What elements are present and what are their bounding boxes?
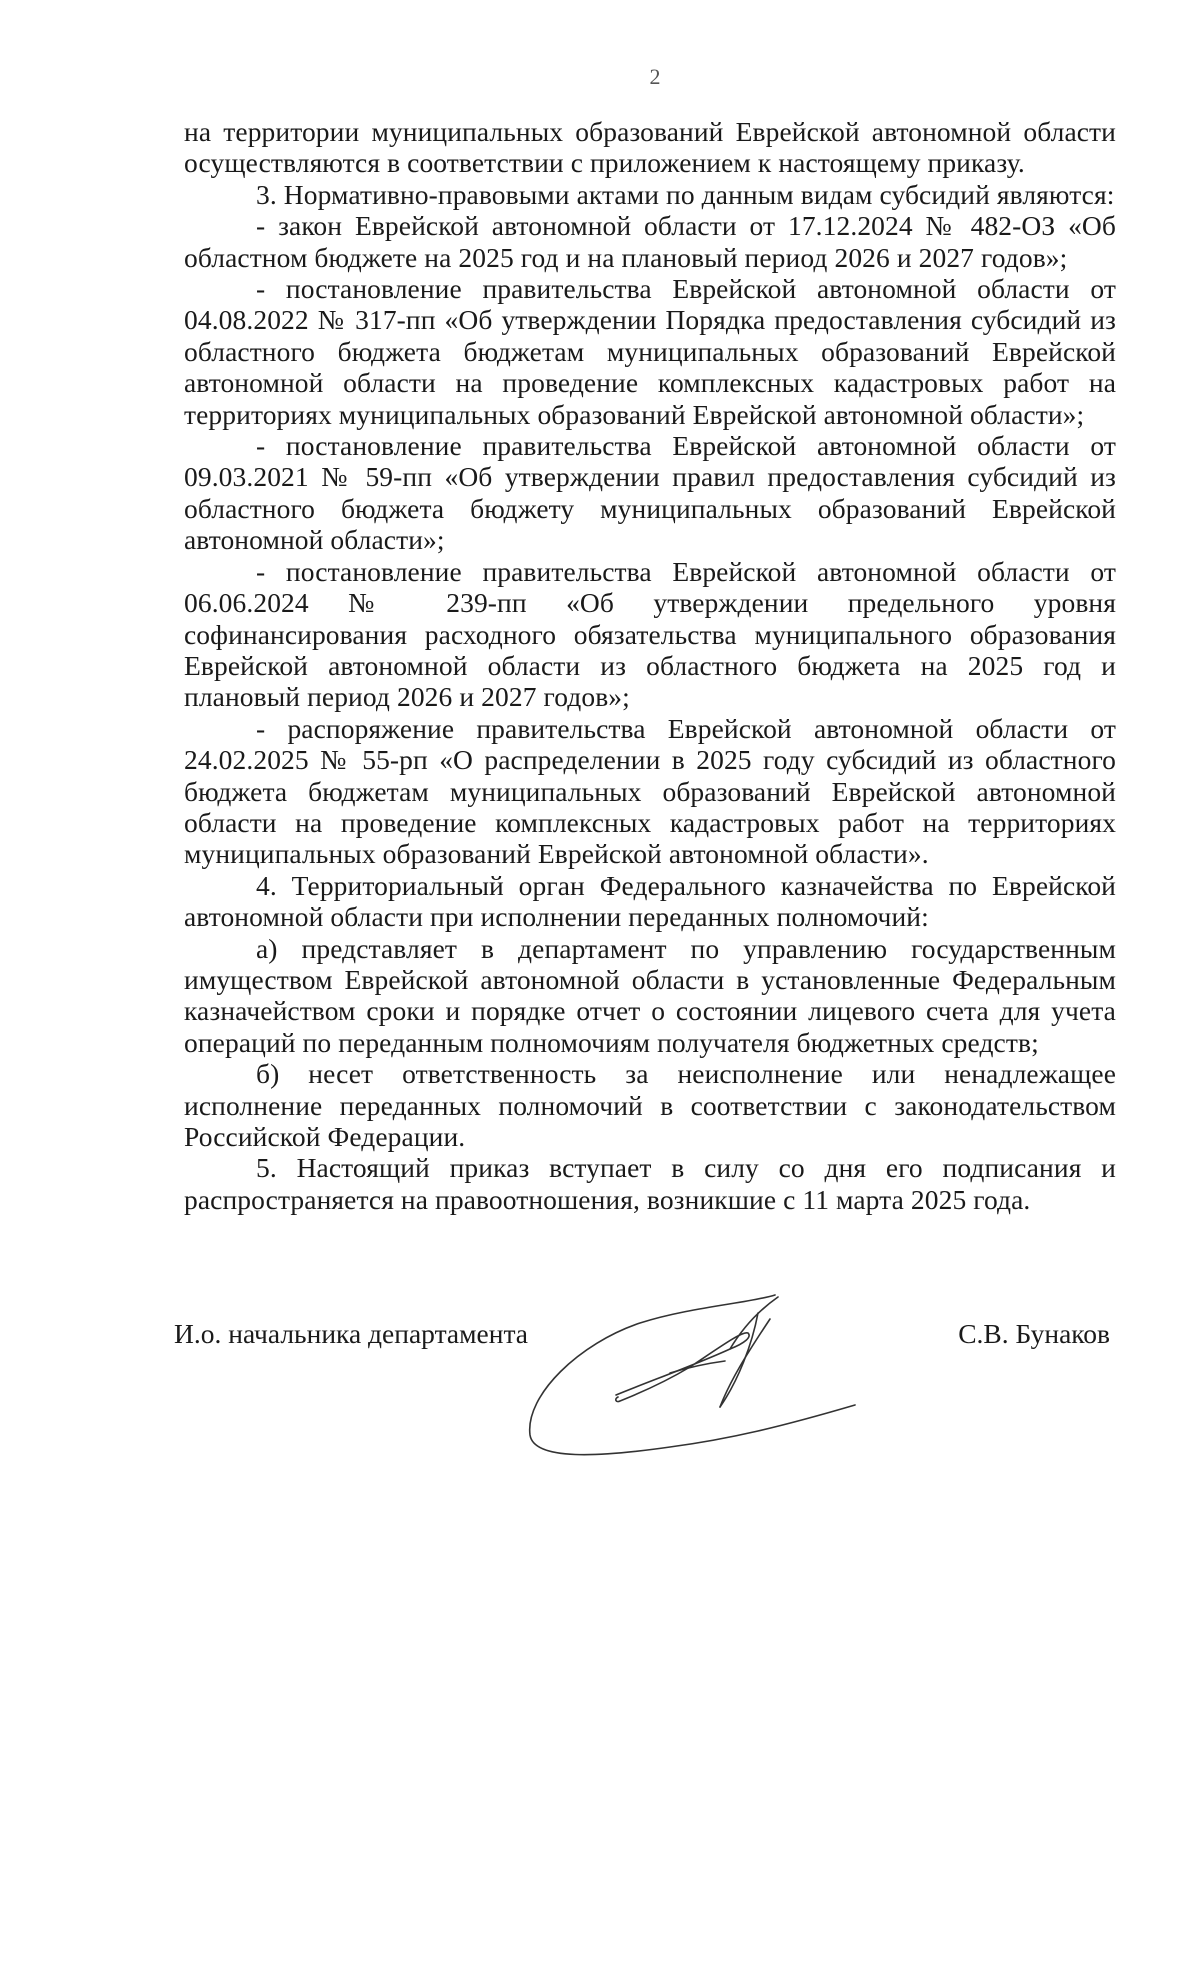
signatory-name: С.В. Бунаков bbox=[958, 1318, 1110, 1349]
paragraph-resolution-239: - постановление правительства Еврейской автономной области от 06.06.2024 № 239-пп «Об утверждении предельного уровня софинансирования расходного обязательства муниципального образования Еврейской автономной области из областного бюджета на 2025 год и плановый период 2026 и 2027 годов»; bbox=[184, 555, 1116, 713]
document-body bbox=[184, 116, 1116, 1215]
paragraph-order-55: - распоряжение правительства Еврейской автономной области от 24.02.2025 № 55-рп «О распределении в 2025 году субсидий из областного бюджета бюджетам муниципальных образований Еврейской автономной области на проведение комплексных кадастровых работ на территориях муниципальных образований Еврейской автономной области». bbox=[184, 712, 1116, 870]
paragraph-item-4: 4. Территориальный орган Федерального казначейства по Еврейской автономной области при исполнении переданных полномочий: bbox=[184, 869, 1116, 933]
paragraph-item-4a: а) представляет в департамент по управлению государственным имуществом Еврейской автономной области в установленные Федеральным казначейством сроки и порядке отчет о состоянии лицевого счета для учета операций по переданным полномочиям получателя бюджетных средств; bbox=[184, 932, 1116, 1058]
paragraph-item-3: 3. Нормативно-правовыми актами по данным видам субсидий являются: bbox=[256, 178, 1115, 210]
paragraph-law-482: - закон Еврейской автономной области от 17.12.2024 № 482-ОЗ «Об областном бюджете на 2025 год и на плановый период 2026 и 2027 годов»; bbox=[184, 210, 1116, 273]
signatory-title: И.о. начальника департамента bbox=[174, 1318, 529, 1349]
paragraph-continuation: на территории муниципальных образований Еврейской автономной области осуществляются в соответствии с приложением к настоящему приказу. bbox=[184, 116, 1116, 179]
page-number: 2 bbox=[649, 64, 661, 89]
paragraph-resolution-317: - постановление правительства Еврейской автономной области от 04.08.2022 № 317-пп «Об утверждении Порядка предоставления субсидий из областного бюджета бюджетам муниципальных образований Еврейской автономной области на проведение комплексных кадастровых работ на территориях муниципальных образований Еврейской автономной области»; bbox=[184, 273, 1116, 430]
paragraph-item-5: 5. Настоящий приказ вступает в силу со дня его подписания и распространяется на правоотношения, возникшие с 11 марта 2025 года. bbox=[184, 1152, 1116, 1215]
paragraph-item-4b: б) несет ответственность за неисполнение или ненадлежащее исполнение переданных полномочий в соответствии с законодательством Российской Федерации. bbox=[184, 1058, 1116, 1152]
handwritten-signature bbox=[520, 1285, 860, 1465]
paragraph-resolution-59: - постановление правительства Еврейской автономной области от 09.03.2021 № 59-пп «Об утверждении правил предоставления субсидий из областного бюджета бюджету муниципальных образований Еврейской автономной области»; bbox=[184, 430, 1116, 556]
